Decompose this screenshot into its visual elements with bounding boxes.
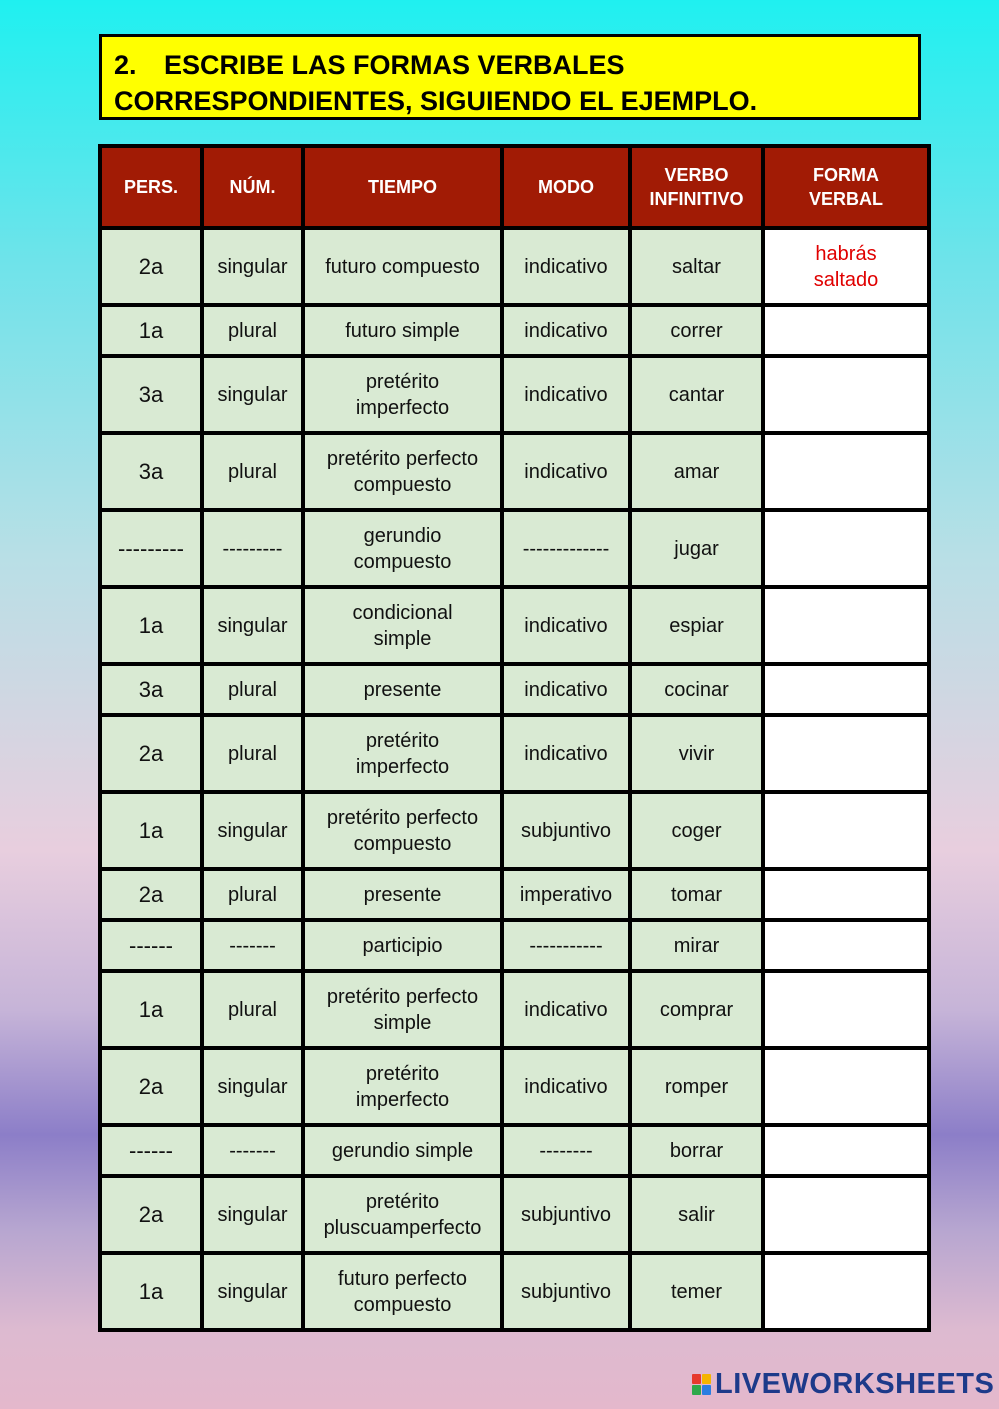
- cell-tiempo-line-1: pretérito perfecto: [326, 447, 479, 470]
- header-pers: PERS.: [100, 146, 202, 228]
- cell-num-line-1: plural: [228, 678, 277, 701]
- cell-modo-line-1: --------: [539, 1139, 593, 1162]
- table-row: [100, 664, 929, 715]
- cell-tiempo: [303, 587, 502, 664]
- cell-verbo-line-1: comprar: [659, 998, 734, 1021]
- cell-pers: [100, 587, 202, 664]
- cell-tiempo: [303, 971, 502, 1048]
- cell-tiempo-line-1: futuro perfecto: [338, 1267, 467, 1290]
- answer-input-forma-verbal-line-2: saltado: [813, 268, 879, 291]
- cell-tiempo-line-2: imperfecto: [355, 755, 450, 778]
- cell-pers: [100, 869, 202, 920]
- table-row: [100, 792, 929, 869]
- cell-verbo-line-1: vivir: [678, 742, 715, 765]
- cell-num-line-1: -------: [229, 934, 276, 957]
- cell-modo: [502, 1125, 630, 1176]
- cell-tiempo-line-1: gerundio: [363, 524, 442, 547]
- cell-num-line-1: plural: [228, 319, 277, 342]
- cell-verbo: [630, 305, 763, 356]
- liveworksheets-brand: LIVEWORKSHEETS: [715, 1367, 995, 1400]
- header-forma: [763, 146, 929, 228]
- table-row: [100, 1048, 929, 1125]
- cell-pers: [100, 792, 202, 869]
- cell-verbo: [630, 971, 763, 1048]
- cell-tiempo-line-2: imperfecto: [355, 1088, 450, 1111]
- table-row: [100, 1176, 929, 1253]
- table-row: [100, 1125, 929, 1176]
- table-row: [100, 1253, 929, 1330]
- cell-tiempo-line-1: pretérito: [365, 1190, 440, 1213]
- cell-modo-line-1: -------------: [522, 537, 610, 560]
- cell-modo-line-1: subjuntivo: [520, 819, 612, 842]
- cell-num: [202, 356, 303, 433]
- cell-num-line-1: singular: [217, 1203, 288, 1226]
- cell-pers-line-1: 1a: [138, 612, 164, 638]
- cell-num: [202, 510, 303, 587]
- cell-tiempo-line-1: futuro simple: [345, 319, 460, 342]
- cell-pers-line-1: 2a: [138, 1073, 164, 1099]
- cell-num: [202, 433, 303, 510]
- cell-pers-line-1: ------: [129, 932, 173, 958]
- cell-num-line-1: plural: [228, 998, 277, 1021]
- cell-verbo: [630, 664, 763, 715]
- cell-modo-line-1: indicativo: [524, 319, 608, 342]
- answer-input-forma-verbal[interactable]: [763, 971, 929, 1048]
- answer-input-forma-verbal[interactable]: [763, 228, 929, 305]
- cell-pers-line-1: 1a: [138, 1278, 164, 1304]
- cell-tiempo: [303, 664, 502, 715]
- cell-verbo: [630, 792, 763, 869]
- cell-verbo: [630, 356, 763, 433]
- cell-pers-line-1: 1a: [138, 317, 164, 343]
- answer-input-forma-verbal-line-1: habrás: [815, 242, 877, 265]
- cell-modo-line-1: indicativo: [524, 742, 608, 765]
- cell-modo-line-1: subjuntivo: [520, 1203, 612, 1226]
- cell-tiempo: [303, 305, 502, 356]
- cell-pers-line-1: 1a: [138, 817, 164, 843]
- cell-pers: [100, 920, 202, 971]
- cell-tiempo-line-1: pretérito perfecto: [326, 806, 479, 829]
- cell-num-line-1: -------: [229, 1139, 276, 1162]
- answer-input-forma-verbal[interactable]: [763, 715, 929, 792]
- answer-input-forma-verbal[interactable]: [763, 664, 929, 715]
- cell-verbo-line-1: cantar: [668, 383, 725, 406]
- header-verbo-line-2: INFINITIVO: [649, 189, 744, 209]
- cell-pers: [100, 715, 202, 792]
- cell-tiempo-line-1: condicional: [352, 601, 453, 624]
- cell-tiempo: [303, 228, 502, 305]
- cell-modo: [502, 1048, 630, 1125]
- exercise-number: 2.: [114, 50, 137, 80]
- cell-tiempo-line-2: compuesto: [353, 473, 452, 496]
- cell-pers: [100, 664, 202, 715]
- exercise-title-line-2: CORRESPONDIENTES, SIGUIENDO EL EJEMPLO.: [114, 86, 758, 116]
- cell-tiempo: [303, 1253, 502, 1330]
- cell-pers: [100, 510, 202, 587]
- exercise-title-text-1: ESCRIBE LAS FORMAS VERBALES: [164, 50, 625, 80]
- cell-tiempo-line-2: simple: [373, 627, 432, 650]
- cell-pers: [100, 1125, 202, 1176]
- cell-tiempo-line-2: imperfecto: [355, 396, 450, 419]
- cell-pers: [100, 356, 202, 433]
- cell-modo-line-1: indicativo: [524, 998, 608, 1021]
- table-body: [100, 228, 929, 1330]
- cell-tiempo-line-2: compuesto: [353, 550, 452, 573]
- cell-modo: [502, 433, 630, 510]
- cell-num: [202, 920, 303, 971]
- cell-tiempo-line-1: presente: [363, 883, 442, 906]
- exercise-title-line-1: [114, 47, 906, 83]
- cell-verbo: [630, 869, 763, 920]
- cell-pers-line-1: 3a: [138, 381, 164, 407]
- cell-pers: [100, 1048, 202, 1125]
- table-row: [100, 869, 929, 920]
- cell-modo-line-1: indicativo: [524, 614, 608, 637]
- answer-input-forma-verbal[interactable]: [763, 1048, 929, 1125]
- cell-num: [202, 715, 303, 792]
- cell-num: [202, 1048, 303, 1125]
- table-header-row: [100, 146, 929, 228]
- table-row: [100, 228, 929, 305]
- cell-num-line-1: plural: [228, 742, 277, 765]
- table-row: [100, 305, 929, 356]
- exercise-title-box: [99, 34, 921, 120]
- cell-pers-line-1: 3a: [138, 676, 164, 702]
- table-row: [100, 433, 929, 510]
- answer-input-forma-verbal[interactable]: [763, 1253, 929, 1330]
- answer-input-forma-verbal[interactable]: [763, 1125, 929, 1176]
- table-row: [100, 510, 929, 587]
- cell-pers: [100, 228, 202, 305]
- verb-forms-table: [98, 144, 931, 1332]
- cell-verbo: [630, 1048, 763, 1125]
- cell-modo: [502, 869, 630, 920]
- cell-tiempo: [303, 869, 502, 920]
- answer-input-forma-verbal[interactable]: [763, 920, 929, 971]
- cell-verbo-line-1: mirar: [673, 934, 720, 957]
- cell-tiempo: [303, 1125, 502, 1176]
- cell-tiempo-line-2: simple: [373, 1011, 432, 1034]
- cell-tiempo-line-1: participio: [362, 934, 443, 957]
- cell-verbo-line-1: salir: [678, 1203, 715, 1226]
- cell-verbo-line-1: tomar: [670, 883, 723, 906]
- cell-modo: [502, 228, 630, 305]
- header-verbo: [630, 146, 763, 228]
- cell-num: [202, 1176, 303, 1253]
- cell-verbo: [630, 510, 763, 587]
- answer-input-forma-verbal[interactable]: [763, 356, 929, 433]
- cell-modo: [502, 971, 630, 1048]
- cell-num-line-1: plural: [228, 460, 277, 483]
- cell-pers-line-1: ---------: [118, 535, 184, 561]
- cell-verbo-line-1: coger: [671, 819, 722, 842]
- cell-num: [202, 971, 303, 1048]
- cell-modo: [502, 792, 630, 869]
- cell-tiempo-line-1: presente: [363, 678, 442, 701]
- cell-verbo-line-1: cocinar: [664, 678, 729, 701]
- cell-pers-line-1: 2a: [138, 881, 164, 907]
- cell-modo-line-1: indicativo: [524, 383, 608, 406]
- answer-input-forma-verbal[interactable]: [763, 510, 929, 587]
- cell-modo: [502, 356, 630, 433]
- cell-verbo: [630, 920, 763, 971]
- cell-modo: [502, 1176, 630, 1253]
- header-forma-line-1: FORMA: [813, 165, 879, 185]
- cell-num-line-1: singular: [217, 1280, 288, 1303]
- cell-pers-line-1: 2a: [138, 253, 164, 279]
- cell-num: [202, 869, 303, 920]
- cell-tiempo: [303, 792, 502, 869]
- cell-tiempo: [303, 510, 502, 587]
- answer-input-forma-verbal[interactable]: [763, 587, 929, 664]
- cell-num-line-1: singular: [217, 1075, 288, 1098]
- cell-tiempo: [303, 1048, 502, 1125]
- cell-num-line-1: singular: [217, 614, 288, 637]
- cell-verbo: [630, 433, 763, 510]
- cell-verbo: [630, 1176, 763, 1253]
- cell-verbo-line-1: borrar: [669, 1139, 724, 1162]
- cell-tiempo: [303, 920, 502, 971]
- cell-num: [202, 228, 303, 305]
- answer-input-forma-verbal[interactable]: [763, 305, 929, 356]
- table-row: [100, 356, 929, 433]
- cell-tiempo-line-1: pretérito: [365, 370, 440, 393]
- cell-modo: [502, 920, 630, 971]
- cell-verbo: [630, 587, 763, 664]
- cell-pers: [100, 1176, 202, 1253]
- cell-num-line-1: ---------: [222, 537, 283, 560]
- cell-pers: [100, 305, 202, 356]
- cell-num: [202, 664, 303, 715]
- cell-num-line-1: singular: [217, 383, 288, 406]
- table-row: [100, 715, 929, 792]
- cell-verbo-line-1: espiar: [669, 614, 724, 637]
- cell-verbo: [630, 1253, 763, 1330]
- cell-pers: [100, 971, 202, 1048]
- cell-verbo-line-1: saltar: [672, 255, 721, 278]
- cell-tiempo-line-1: pretérito: [365, 1062, 440, 1085]
- cell-tiempo-line-1: pretérito: [365, 729, 440, 752]
- cell-tiempo-line-2: compuesto: [353, 832, 452, 855]
- cell-tiempo-line-1: pretérito perfecto: [326, 985, 479, 1008]
- cell-tiempo-line-2: pluscuamperfecto: [323, 1216, 482, 1239]
- cell-verbo-line-1: temer: [670, 1280, 723, 1303]
- cell-modo-line-1: indicativo: [524, 1075, 608, 1098]
- cell-modo: [502, 305, 630, 356]
- cell-num: [202, 587, 303, 664]
- cell-tiempo: [303, 356, 502, 433]
- cell-num-line-1: singular: [217, 255, 288, 278]
- cell-modo-line-1: indicativo: [524, 460, 608, 483]
- cell-tiempo: [303, 1176, 502, 1253]
- cell-tiempo: [303, 433, 502, 510]
- cell-pers-line-1: 1a: [138, 996, 164, 1022]
- cell-tiempo-line-1: futuro compuesto: [325, 255, 480, 278]
- header-verbo-line-1: VERBO: [664, 165, 729, 185]
- cell-modo-line-1: indicativo: [524, 678, 608, 701]
- answer-input-forma-verbal[interactable]: [763, 1176, 929, 1253]
- answer-input-forma-verbal[interactable]: [763, 869, 929, 920]
- cell-num: [202, 1253, 303, 1330]
- cell-modo-line-1: subjuntivo: [520, 1280, 612, 1303]
- cell-modo: [502, 1253, 630, 1330]
- cell-pers-line-1: 3a: [138, 458, 164, 484]
- cell-verbo: [630, 715, 763, 792]
- header-forma-line-2: VERBAL: [808, 189, 883, 209]
- cell-num: [202, 305, 303, 356]
- cell-pers-line-1: 2a: [138, 1201, 164, 1227]
- cell-verbo-line-1: correr: [670, 319, 723, 342]
- cell-verbo-line-1: jugar: [674, 537, 719, 560]
- answer-input-forma-verbal[interactable]: [763, 792, 929, 869]
- cell-modo: [502, 715, 630, 792]
- liveworksheets-logo: [692, 1368, 994, 1400]
- cell-tiempo-line-2: compuesto: [353, 1293, 452, 1316]
- cell-modo-line-1: -----------: [529, 934, 603, 957]
- cell-tiempo: [303, 715, 502, 792]
- cell-verbo-line-1: amar: [673, 460, 720, 483]
- cell-verbo: [630, 228, 763, 305]
- cell-pers-line-1: 2a: [138, 740, 164, 766]
- cell-num: [202, 792, 303, 869]
- cell-modo: [502, 664, 630, 715]
- liveworksheets-logo-icon: [692, 1374, 711, 1395]
- table-row: [100, 587, 929, 664]
- cell-num-line-1: singular: [217, 819, 288, 842]
- table-row: [100, 971, 929, 1048]
- cell-pers: [100, 1253, 202, 1330]
- answer-input-forma-verbal[interactable]: [763, 433, 929, 510]
- cell-modo: [502, 587, 630, 664]
- header-tiempo: TIEMPO: [303, 146, 502, 228]
- cell-verbo: [630, 1125, 763, 1176]
- cell-modo: [502, 510, 630, 587]
- cell-pers: [100, 433, 202, 510]
- cell-modo-line-1: imperativo: [519, 883, 613, 906]
- table-row: [100, 920, 929, 971]
- cell-modo-line-1: indicativo: [524, 255, 608, 278]
- cell-num: [202, 1125, 303, 1176]
- cell-tiempo-line-1: gerundio simple: [331, 1139, 474, 1162]
- header-modo: MODO: [502, 146, 630, 228]
- cell-pers-line-1: ------: [129, 1137, 173, 1163]
- header-num: NÚM.: [202, 146, 303, 228]
- cell-verbo-line-1: romper: [664, 1075, 729, 1098]
- cell-num-line-1: plural: [228, 883, 277, 906]
